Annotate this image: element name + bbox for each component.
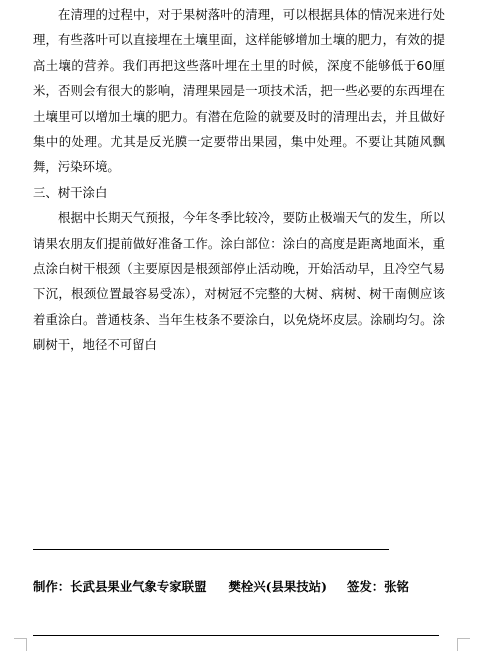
footer-author: 樊栓兴(县果技站)	[228, 579, 327, 594]
body-paragraph-cleanup: 在清理的过程中，对于果树落叶的清理，可以根据具体的情况来进行处理，有些落叶可以直接埋在土壤里面，这样能够增加土壤的肥力，有效的提高土壤的营养。我们再把这些落叶埋在土里的时候，深度不能够低于60厘米，否则会有很大的影响，清理果园是一项技术活，把一些必要的东西埋在土壤里可以增加土壤的肥力。有潜在危险的就要及时的清理出去，并且做好集中的处理。尤其是反光膜一定要带出果园，集中处理。不要让其随风飘舞，污染环境。	[33, 7, 445, 175]
footer-divider-bottom	[33, 635, 439, 636]
footer-signoff: 签发：张铭	[346, 579, 409, 594]
document-body	[33, 2, 445, 358]
footer-divider-top	[33, 549, 389, 550]
body-paragraph-whitewash: 根据中长期天气预报，今年冬季比较冷，要防止极端天气的发生，所以请果农朋友们提前做好准备工作。涂白部位：涂白的高度是距离地面米，重点涂白树干根颈（主要原因是根颈部停止活动晚，开始活动早，且冷空气易下沉，根颈位置最容易受冻），对树冠不完整的大树、病树、树干南侧应该着重涂白。普通枝条、当年生枝条不要涂白，以免烧坏皮层。涂刷均匀。涂刷树干，地径不可留白	[33, 210, 445, 353]
footer-producer: 制作：长武县果业气象专家联盟	[33, 579, 207, 594]
page-corner-mark-right	[457, 638, 470, 651]
section-heading-trunk-whitewash: 三、树干涂白	[33, 184, 108, 200]
footer-credits	[33, 578, 453, 596]
page-corner-mark-left	[14, 638, 27, 651]
